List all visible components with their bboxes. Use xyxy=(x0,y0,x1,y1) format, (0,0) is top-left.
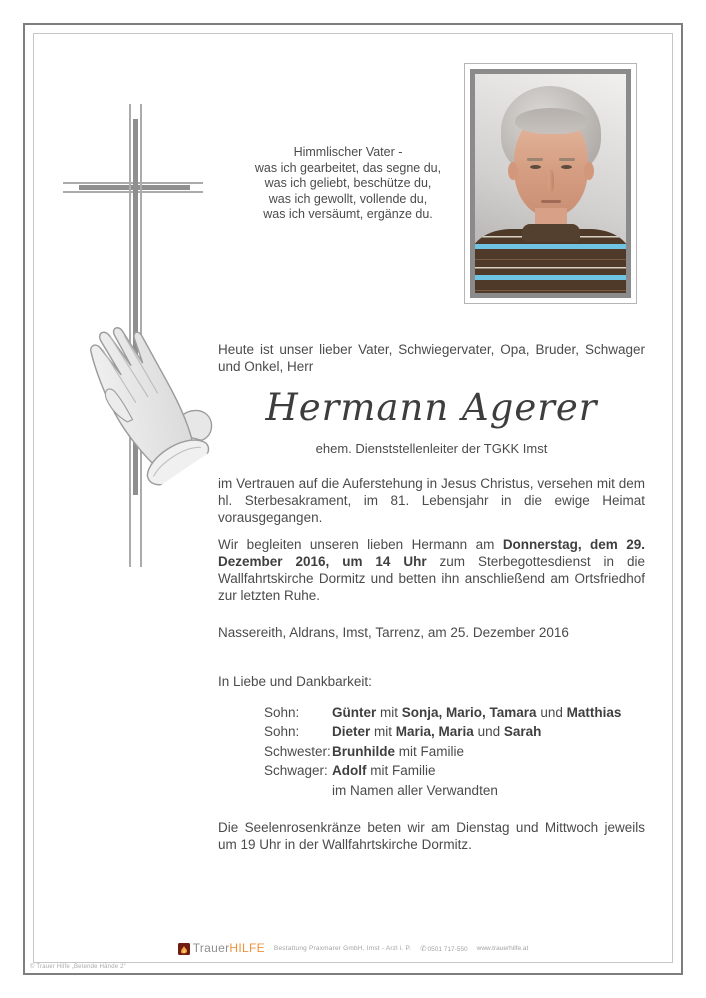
portrait-mouth xyxy=(541,200,561,203)
portrait-ear xyxy=(508,162,518,180)
portrait-collar xyxy=(522,224,580,242)
poem-line: was ich gewollt, vollende du, xyxy=(268,191,428,206)
trauerhilfe-logo-icon xyxy=(178,943,190,955)
portrait-ear xyxy=(584,162,594,180)
rosary-paragraph: Die Seelenrosenkränze beten wir am Dienstag und Mittwoch jeweils um 19 Uhr in der Wallfahrtskirche Dormitz. xyxy=(218,820,645,852)
funeral-text: zum Sterbegottesdienst in die Wallfahrtskirche Dormitz und betten ihn anschließend am Ortsfriedhof zur letzten Ruhe. xyxy=(218,554,645,603)
family-member-text: und xyxy=(473,724,504,740)
family-member-text: und xyxy=(536,705,567,720)
family-row xyxy=(264,761,621,780)
deceased-title: ehem. Dienststellenleiter der TGKK Imst xyxy=(315,441,548,456)
family-member-text: Sarah xyxy=(503,724,542,740)
family-role-label: Schwester: xyxy=(264,743,331,759)
family-member-text: mit Familie xyxy=(366,763,436,779)
family-row xyxy=(264,742,621,761)
artwork-copyright: © Trauer Hilfe „Betende Hände 2“ xyxy=(30,964,126,970)
family-list xyxy=(264,703,621,800)
portrait-brow xyxy=(527,158,543,161)
funeral-home-footer xyxy=(0,941,706,955)
place-date-line: Nassereith, Aldrans, Imst, Tarrenz, am 25. Dezember 2016 xyxy=(218,625,569,640)
portrait-eye xyxy=(530,165,541,169)
footer-website: www.trauerhilfe.at xyxy=(476,944,529,952)
intro-paragraph: Heute ist unser lieber Vater, Schwiegervater, Opa, Bruder, Schwager und Onkel, Herr xyxy=(218,342,645,374)
phone-icon: ✆ xyxy=(420,943,427,953)
portrait-photo xyxy=(475,74,626,293)
portrait-brow xyxy=(559,158,575,161)
family-role-label: Schwager: xyxy=(264,763,328,779)
family-row xyxy=(264,722,621,741)
footer-phone xyxy=(420,944,467,953)
family-member-text: mit xyxy=(376,705,402,720)
family-role-label: Sohn: xyxy=(264,705,300,720)
opening-poem xyxy=(222,145,474,223)
funeral-paragraph xyxy=(218,536,645,604)
logo-word-trauer: Trauer xyxy=(192,941,230,955)
funeral-text: Wir begleiten unseren lieben Hermann am xyxy=(218,537,503,552)
family-member-text: im Namen aller Verwandten xyxy=(332,782,498,798)
deceased-name: Hermann Agerer xyxy=(265,386,598,429)
family-member-text: Adolf xyxy=(332,763,367,779)
portrait-hair-fringe xyxy=(515,108,587,134)
family-member-text: mit Familie xyxy=(395,743,465,759)
passing-paragraph: im Vertrauen auf die Auferstehung in Jesus Christus, versehen mit dem hl. Sterbesakrament, im 81. Lebensjahr in die ewige Heimat vorausgegangen. xyxy=(218,476,645,525)
funeral-datetime: Donnerstag, dem 29. Dezember 2016, um 14 Uhr xyxy=(218,537,645,569)
poem-line: was ich versäumt, ergänze du. xyxy=(263,207,433,222)
portrait-nose xyxy=(548,170,554,192)
family-member-text: Dieter xyxy=(332,724,371,740)
poem-line: Himmlischer Vater - xyxy=(293,145,403,159)
logo-word-hilfe: HILFE xyxy=(229,941,265,955)
family-member-text: Matthias xyxy=(566,705,622,720)
gratitude-line: In Liebe und Dankbarkeit: xyxy=(218,674,372,689)
footer-company-info: Bestattung Praxmarer GmbH, Imst - Arzl i. P. xyxy=(273,944,412,952)
family-member-text: Maria, Maria xyxy=(395,724,474,740)
family-member-text: Sonja, Mario, Tamara xyxy=(401,705,537,720)
family-member-text: Brunhilde xyxy=(332,743,395,759)
poem-line: was ich gearbeitet, das segne du, xyxy=(254,160,442,175)
footer-phone-number: 0501 717-550 xyxy=(427,945,468,953)
poem-line: was ich geliebt, beschütze du, xyxy=(264,176,432,191)
family-member-text: Günter xyxy=(332,705,377,720)
portrait-eye xyxy=(561,165,572,169)
family-row xyxy=(264,781,621,800)
family-member-text: mit xyxy=(370,724,396,740)
family-role-label: Sohn: xyxy=(264,724,300,740)
family-row xyxy=(264,703,621,722)
